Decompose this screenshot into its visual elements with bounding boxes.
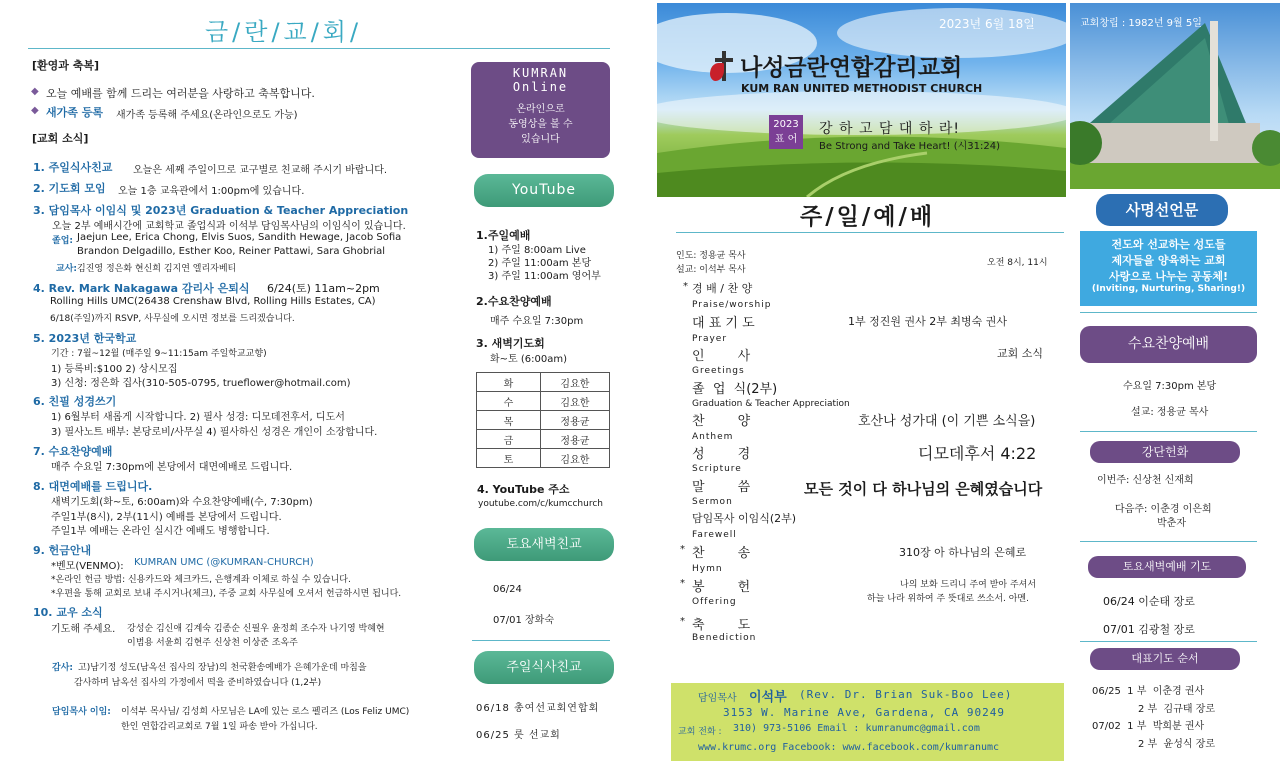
mid-text: 06/18 총여선교회연합회: [476, 703, 600, 714]
cross-flame-logo: [712, 51, 736, 81]
news-text: 3) 필사노트 배부: 본당로비/사무실 4) 필사하신 성경은 개인이 소장합니다.: [51, 427, 378, 438]
schedule-day: 목: [477, 411, 541, 430]
order-item: 담임목사 이임식(2부): [692, 512, 797, 525]
hero-landscape-graphic: [657, 3, 1066, 197]
newcomer-text: 새가족 등록해 주세요(온라인으로도 가능): [116, 110, 298, 121]
right-text: 2 부 김규태 장로: [1138, 704, 1216, 715]
order-item-value: 교회 소식: [997, 347, 1044, 360]
sat-fellowship-button[interactable]: 토요새벽친교: [474, 528, 614, 561]
news-text: 강성순 김신애 김계숙 김종순 신필우 윤정희 조수자 나기영 박혜현: [127, 624, 385, 634]
order-item: 졸 업 식(2부): [692, 382, 778, 397]
order-item: 경 배 / 찬 양: [692, 282, 753, 295]
diamond-icon: ◆: [31, 105, 39, 116]
welcome-header: [환영과 축복]: [32, 59, 100, 72]
news-text: 이석부 목사님/ 김성희 사모님은 LA에 있는 로스 펠리즈 (Los Feliz UMC): [121, 707, 410, 717]
news-text: *온라인 헌금 방법: 신용카드와 체크카드, 은행계좌 이체로 하실 수 있습니다.: [51, 575, 351, 585]
mid-text: 매주 수요일 7:30pm: [490, 316, 584, 327]
online-box: [471, 62, 610, 158]
mid-text: 07/01 장화숙: [493, 615, 554, 626]
order-item-en: Hymn: [692, 564, 723, 574]
news-title: 6. 친필 성경쓰기: [33, 395, 117, 408]
online-title: KUMRAN: [512, 66, 569, 80]
teacher-label: 교사:: [56, 264, 77, 274]
schedule-row: [477, 449, 610, 468]
pastor-contact-box: [671, 683, 1064, 761]
thanks-label: 감사:: [52, 663, 73, 673]
news-text: 기도해 주세요.: [51, 624, 116, 635]
dawn-schedule-table: [476, 372, 610, 468]
news-text: 김진영 정은화 현신희 김지연 엘리자베티: [77, 264, 237, 274]
news-text: *벤모(VENMO):: [51, 561, 124, 572]
worship-leader: 인도: 정용균 목사: [676, 251, 746, 261]
news-text: 주일1부(8시), 2부(11시) 예배를 본당에서 드립니다.: [51, 512, 282, 523]
church-name-en: KUM RAN UNITED METHODIST CHURCH: [741, 82, 983, 95]
order-item: 성 경: [692, 447, 751, 462]
star-mark: *: [680, 616, 685, 627]
order-item-en: Farewell: [692, 530, 737, 540]
motto-en: Be Strong and Take Heart! (시31:24): [819, 141, 1000, 152]
mid-text: 1) 주일 8:00am Live: [488, 245, 586, 256]
order-item-en: Scripture: [692, 464, 742, 474]
mission-box: [1080, 231, 1257, 306]
schedule-day: 수: [477, 392, 541, 411]
news-text: 매주 수요일 7:30pm에 본당에서 대면예배로 드립니다.: [51, 462, 293, 473]
order-item-value: 1부 정진원 권사 2부 최병숙 권사: [848, 315, 1007, 328]
worship-time: 오전 8시, 11시: [987, 258, 1048, 268]
online-text: 있습니다: [521, 134, 560, 145]
grad-label: 졸업:: [52, 236, 73, 246]
bulletin-date: 2023년 6월 18일: [939, 17, 1035, 31]
order-item: 말 씀: [692, 480, 751, 495]
church-address: 3153 W. Marine Ave, Gardena, CA 90249: [723, 706, 1006, 719]
order-item: 찬 양: [692, 414, 751, 429]
newcomer-label: 새가족 등록: [46, 106, 103, 119]
news-title: 5. 2023년 한국학교: [33, 332, 137, 345]
news-title: 10. 교우 소식: [33, 606, 103, 619]
pastor-name: 이석부: [749, 690, 787, 705]
schedule-day: 금: [477, 430, 541, 449]
right-text: 수요일 7:30pm 본당: [1123, 381, 1217, 392]
diamond-icon: ◆: [31, 86, 39, 97]
wednesday-worship-button[interactable]: 수요찬양예배: [1080, 326, 1257, 363]
founding-date: 교회창립 : 1982년 9월 5일: [1080, 18, 1202, 29]
schedule-day: 화: [477, 373, 541, 392]
news-text: 고)남기정 성도(남옥선 집사의 장남)의 천국환송예배가 은혜가운데 마침을: [78, 663, 367, 673]
order-item: 대 표 기 도: [692, 316, 755, 331]
news-text: 이범용 서윤희 김현주 신상천 이상준 조옥주: [127, 638, 298, 648]
order-item: 축 도: [692, 618, 751, 633]
youtube-button[interactable]: YouTube: [474, 174, 614, 207]
online-title: Online: [512, 80, 569, 94]
order-item-en: Greetings: [692, 366, 745, 376]
right-text: 2 부 윤성식 장로: [1138, 739, 1216, 750]
news-text: Jaejun Lee, Erica Chong, Elvis Suos, Sandith Hewage, Jacob Sofia: [77, 232, 402, 243]
schedule-leader: 정용균: [540, 411, 609, 430]
order-item: 봉 헌: [692, 580, 751, 595]
church-building-graphic: [1070, 3, 1280, 189]
order-item-en: Graduation & Teacher Appreciation: [692, 399, 850, 409]
mid-title: 4. YouTube 주소: [477, 483, 570, 496]
youtube-url[interactable]: youtube.com/c/kumcchurch: [478, 499, 603, 509]
order-item-en: Offering: [692, 597, 737, 607]
mid-title: 1.주일예배: [476, 229, 531, 242]
news-text: *우편을 통해 교회로 보내 주시거나(체크), 주중 교회 사무실에 오셔서 헌금하시면 됩니다.: [51, 589, 402, 599]
motto-badge-year: 2023: [773, 119, 799, 130]
divider: [28, 48, 610, 49]
divider: [1080, 431, 1257, 432]
order-item-value: 호산나 성가대 (이 기쁜 소식을): [858, 414, 1036, 429]
right-text: 06/25 1 부 이춘경 권사: [1092, 686, 1205, 697]
mid-title: 2.수요찬양예배: [476, 295, 552, 308]
schedule-row: [477, 392, 610, 411]
news-text: Brandon Delgadillo, Esther Koo, Reiner Pattawi, Sara Ghobrial: [77, 246, 386, 257]
right-text: 이번주: 신상천 신재희: [1097, 475, 1194, 486]
news-text: 1) 6월부터 새롭게 시작합니다. 2) 필사 성경: 디모데전후서, 디도서: [51, 412, 345, 423]
church-phone-email[interactable]: 310) 973-5106 Email : kumranumc@gmail.com: [733, 723, 980, 734]
motto-badge: [769, 115, 803, 149]
news-title: 3. 담임목사 이임식 및 2023년 Graduation & Teacher Appreciation: [33, 204, 409, 217]
order-item-value: 디모데후서 4:22: [918, 444, 1037, 463]
mid-text: 화~토 (6:00am): [490, 354, 568, 365]
rep-prayer-button[interactable]: 대표기도 순서: [1090, 648, 1240, 670]
divider: [472, 640, 610, 641]
altar-flowers-button[interactable]: 강단헌화: [1090, 441, 1240, 463]
schedule-leader: 김요한: [540, 449, 609, 468]
schedule-row: [477, 373, 610, 392]
order-item-en: Benediction: [692, 633, 757, 643]
order-item-en: Sermon: [692, 497, 733, 507]
hero-image: [657, 3, 1066, 197]
sermon-title: 모든 것이 다 하나님의 은혜였습니다: [804, 480, 1043, 498]
right-text: 07/01 김광철 장로: [1103, 623, 1195, 636]
motto-ko: 강 하 고 담 대 하 라!: [819, 121, 960, 137]
mission-text: 전도와 선교하는 성도들: [1111, 238, 1226, 251]
right-text: 박춘자: [1157, 518, 1186, 529]
star-mark: *: [680, 578, 685, 589]
online-text: 동영상을 볼 수: [508, 119, 573, 130]
right-text: 06/24 이순태 장로: [1103, 595, 1195, 608]
welcome-text: 오늘 예배를 함께 드리는 여러분을 사랑하고 축복합니다.: [46, 87, 315, 100]
order-item-en: Prayer: [692, 334, 728, 344]
offering-hymn-line: 나의 보화 드리니 주여 받아 주셔서: [900, 580, 1037, 590]
worship-title: 주/일/예/배: [800, 204, 936, 230]
news-text: 기간 : 7월~12월 (매주일 9~11:15am 주일학교교향): [51, 349, 267, 359]
mid-text: 2) 주일 11:00am 본당: [488, 258, 592, 269]
news-text: 새벽기도회(화~토, 6:00am)와 수요찬양예배(수, 7:30pm): [51, 497, 313, 508]
news-title: 9. 헌금안내: [33, 544, 92, 557]
mid-title: 3. 새벽기도회: [476, 337, 545, 350]
church-name-ko: 나성금란연합감리교회: [740, 55, 963, 81]
mission-text: 사랑으로 나누는 공동체!: [1109, 270, 1228, 283]
farewell-label: 담임목사 이임:: [52, 707, 111, 717]
schedule-day: 토: [477, 449, 541, 468]
pastor-name-en: (Rev. Dr. Brian Suk-Boo Lee): [799, 688, 1013, 701]
pastor-label: 담임목사: [698, 693, 737, 704]
order-item-value: 310장 아 하나님의 은혜로: [899, 546, 1027, 559]
right-text: 다음주: 이춘경 이은희: [1115, 504, 1212, 515]
mission-text: 제자들을 양육하는 교회: [1111, 254, 1226, 267]
church-web[interactable]: www.krumc.org Facebook: www.facebook.com/kumranumc: [698, 742, 1000, 753]
news-text: 6/18(주일)까지 RSVP, 사무실에 오시면 정보를 드리겠습니다.: [50, 314, 295, 324]
right-text: 설교: 정용균 목사: [1131, 407, 1209, 418]
news-text: 6/24(토) 11am~2pm: [267, 282, 380, 295]
news-text: 감사하며 남옥선 집사의 가정에서 떡을 준비하였습니다 (1,2부): [74, 678, 322, 688]
schedule-row: [477, 411, 610, 430]
order-item-en: Anthem: [692, 432, 734, 442]
star-mark: *: [683, 281, 688, 292]
offering-hymn-line: 하늘 나라 위하여 주 뜻대로 쓰소서. 아멘.: [867, 594, 1029, 604]
order-item: 인 사: [692, 349, 751, 364]
venmo-handle: KUMRAN UMC (@KUMRAN-CHURCH): [134, 557, 314, 568]
schedule-leader: 김요한: [540, 373, 609, 392]
phone-label: 교회 전화 :: [678, 727, 722, 737]
schedule-leader: 정용균: [540, 430, 609, 449]
news-text: 한인 연합감리교회로 7월 1일 파송 받아 가십니다.: [121, 722, 318, 732]
church-building-photo: [1070, 3, 1280, 189]
mid-text: 06/25 룻 선교회: [476, 730, 561, 741]
news-header: [교회 소식]: [32, 132, 89, 145]
star-mark: *: [680, 544, 685, 555]
news-text: 3) 신청: 정은화 집사(310-505-0795, trueflower@hotmail.com): [51, 378, 351, 389]
schedule-row: [477, 430, 610, 449]
motto-badge-label: 표 어: [774, 134, 798, 145]
mission-button[interactable]: 사명선언문: [1096, 194, 1228, 226]
news-title: 4. Rev. Mark Nakagawa 감리사 은퇴식: [33, 282, 250, 295]
mission-text: (Inviting, Nurturing, Sharing!): [1091, 284, 1246, 294]
news-title: 1. 주일식사친교: [33, 161, 113, 174]
order-item: 찬 송: [692, 546, 751, 561]
schedule-leader: 김요한: [540, 392, 609, 411]
mid-text: 06/24: [493, 584, 522, 595]
right-text: 07/02 1 부 박희분 권사: [1092, 721, 1205, 732]
news-text: 오늘 1층 교육관에서 1:00pm에 있습니다.: [118, 186, 305, 197]
news-text: 주일1부 예배는 온라인 실시간 예배도 병행합니다.: [51, 526, 270, 537]
news-text: Rolling Hills UMC(26438 Crenshaw Blvd, Rolling Hills Estates, CA): [50, 296, 376, 307]
sat-prayer-button[interactable]: 토요새벽예배 기도: [1088, 556, 1246, 578]
news-text: 오늘은 세째 주일이므로 교구별로 친교해 주시기 바랍니다.: [133, 165, 388, 176]
order-item-en: Praise/worship: [692, 300, 772, 310]
news-text: 오늘 2부 예배시간에 교회학교 졸업식과 이석부 담임목사님의 이임식이 있습니다.: [52, 221, 406, 232]
mid-text: 3) 주일 11:00am 영어부: [488, 271, 601, 282]
online-text: 온라인으로: [516, 104, 565, 115]
page-title: 금/란/교/회/: [205, 18, 363, 46]
divider: [1080, 312, 1257, 313]
news-title: 2. 기도회 모임: [33, 182, 106, 195]
divider: [1080, 541, 1257, 542]
worship-preacher: 설교: 이석부 목사: [676, 265, 746, 275]
divider: [676, 232, 1064, 233]
meal-fellowship-button[interactable]: 주일식사친교: [474, 651, 614, 684]
news-title: 7. 수요찬양예배: [33, 445, 113, 458]
news-text: 1) 등록비:$100 2) 상시모집: [51, 364, 178, 375]
divider: [1080, 641, 1257, 642]
news-title: 8. 대면예배를 드립니다.: [33, 480, 153, 493]
